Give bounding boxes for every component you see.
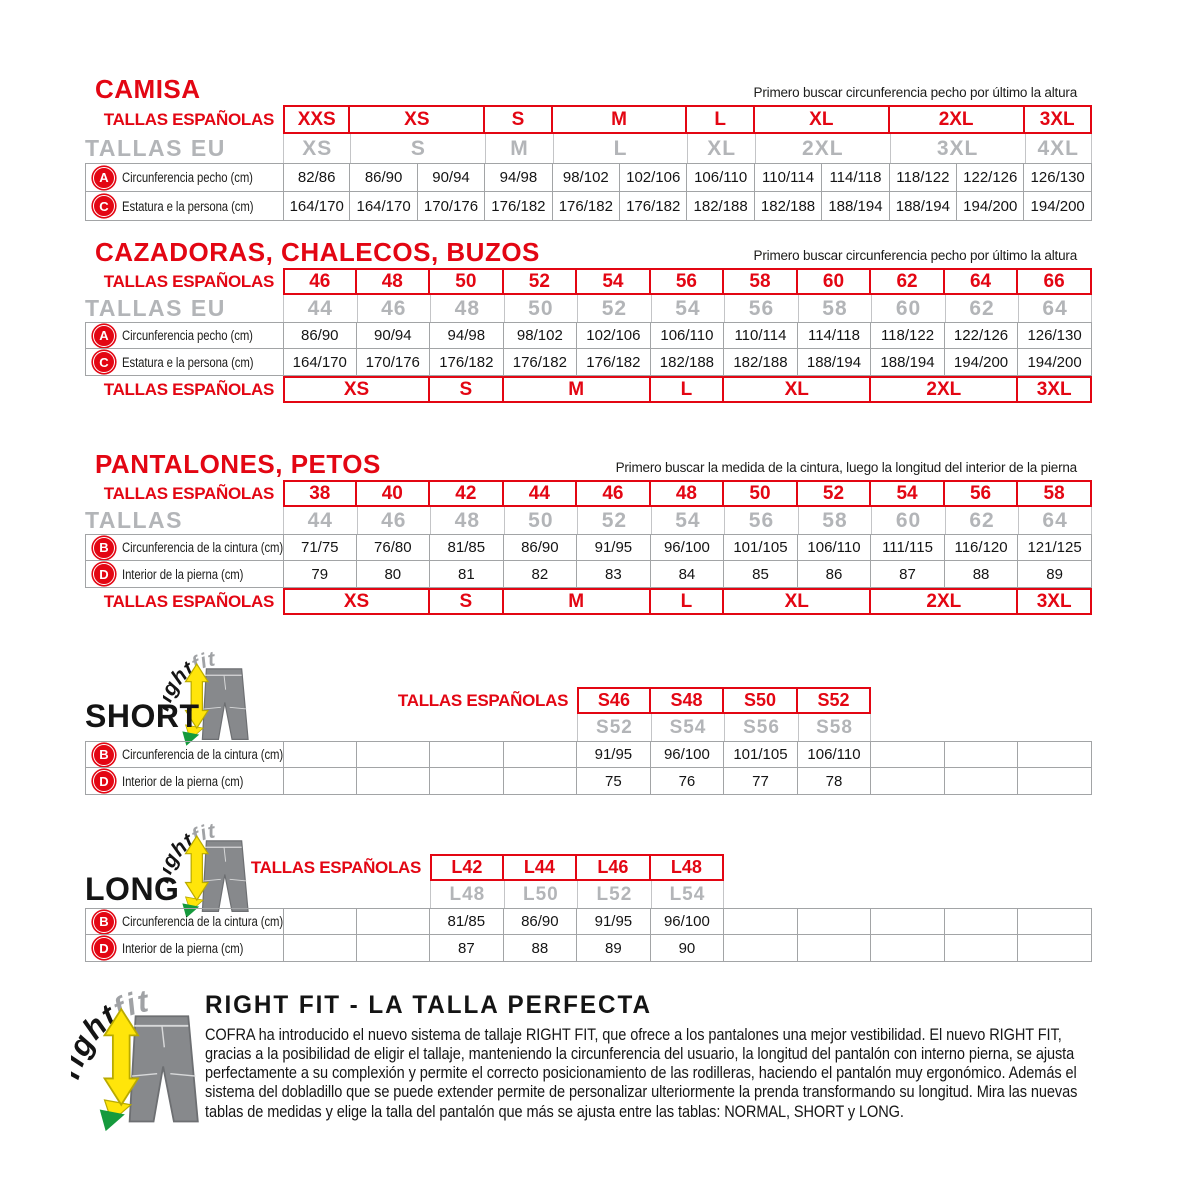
value-cell: 164/170 (283, 349, 357, 376)
measure-row-label (85, 322, 283, 349)
value-cell: 90/94 (357, 322, 431, 349)
eu-size-cell: XS (283, 134, 350, 163)
table-row (85, 376, 1092, 403)
size-header-cell: S48 (651, 687, 725, 714)
measure-label-text: Circunferencia pecho (cm) (122, 328, 253, 343)
rightfit-logo-icon (71, 985, 205, 1136)
size-header-cell: 52 (798, 480, 872, 507)
value-cell: 96/100 (651, 741, 725, 768)
value-cell (1018, 908, 1092, 935)
es-sizes-label: TALLAS ESPAÑOLAS (103, 109, 274, 129)
eu-size-cell: 44 (283, 507, 357, 534)
value-cell: 88 (945, 561, 1019, 588)
value-cell: 188/194 (822, 192, 889, 221)
value-cell (504, 741, 578, 768)
eu-size-cell: XL (687, 134, 754, 163)
value-cell: 164/170 (350, 192, 417, 221)
value-cell: 122/126 (957, 163, 1024, 192)
es-sizes-label: TALLAS ESPAÑOLAS (250, 857, 422, 877)
value-cell: 176/182 (553, 192, 620, 221)
table-row (85, 908, 1092, 935)
eu-size-cell: L52 (577, 881, 651, 908)
value-cell: 96/100 (651, 908, 725, 935)
value-cell: 102/106 (577, 322, 651, 349)
size-header-cell: L42 (430, 854, 504, 881)
value-cell: 106/110 (687, 163, 754, 192)
circle-B-icon: B (93, 537, 115, 559)
value-cell: 106/110 (798, 534, 872, 561)
value-cell: 82 (504, 561, 578, 588)
measure-row-label (85, 163, 283, 192)
value-cell: 106/110 (651, 322, 725, 349)
value-cell: 80 (357, 561, 431, 588)
value-cell: 116/120 (945, 534, 1019, 561)
size-footer-cell: L (651, 376, 725, 403)
value-cell: 188/194 (798, 349, 872, 376)
value-cell: 85 (724, 561, 798, 588)
value-cell: 122/126 (945, 322, 1019, 349)
value-cell (357, 741, 431, 768)
size-header-cell: L (687, 105, 754, 134)
eu-size-cell: 48 (430, 507, 504, 534)
size-header-cell: L48 (651, 854, 725, 881)
value-cell: 94/98 (485, 163, 552, 192)
measure-label-text: Circunferencia pecho (cm) (122, 170, 253, 185)
size-header-cell: 62 (871, 268, 945, 295)
value-cell: 126/130 (1018, 322, 1092, 349)
eu-size-cell: 60 (871, 295, 945, 322)
value-cell: 76/80 (357, 534, 431, 561)
cazadoras-size-table (85, 268, 1092, 403)
value-cell: 79 (283, 561, 357, 588)
eu-size-cell: 50 (504, 295, 578, 322)
value-cell: 194/200 (957, 192, 1024, 221)
table-row (85, 935, 1092, 962)
size-header-cell: XXS (283, 105, 350, 134)
eu-size-cell: S54 (651, 714, 725, 741)
eu-size-cell: L54 (651, 881, 725, 908)
short-heading: SHORT (85, 698, 200, 734)
value-cell (945, 908, 1019, 935)
value-cell (871, 741, 945, 768)
value-cell: 91/95 (577, 534, 651, 561)
size-header-cell: 52 (504, 268, 578, 295)
eu-size-cell: 46 (357, 295, 431, 322)
measure-label-text: Circunferencia de la cintura (cm) (122, 747, 283, 762)
size-header-cell: S52 (798, 687, 872, 714)
value-cell: 94/98 (430, 322, 504, 349)
eu-size-cell: 62 (945, 507, 1019, 534)
value-cell: 82/86 (283, 163, 350, 192)
es-sizes-label: TALLAS ESPAÑOLAS (103, 379, 274, 399)
table-row (85, 768, 1092, 795)
measure-row-label (85, 908, 283, 935)
circle-C-icon: C (93, 351, 115, 373)
rightfit-title: RIGHT FIT - LA TALLA PERFECTA (205, 991, 652, 1019)
eu-size-cell: S (350, 134, 485, 163)
eu-size-cell: 56 (724, 507, 798, 534)
value-cell: 78 (798, 768, 872, 795)
size-header-cell: M (553, 105, 688, 134)
value-cell (724, 908, 798, 935)
camisa-size-table (85, 105, 1092, 221)
value-cell (1018, 768, 1092, 795)
size-header-cell: 54 (871, 480, 945, 507)
measure-row-label (85, 561, 283, 588)
size-header-cell: 44 (504, 480, 578, 507)
eu-size-cell: M (485, 134, 552, 163)
circle-A-icon: A (93, 167, 115, 189)
eu-size-cell: 64 (1018, 507, 1092, 534)
value-cell: 84 (651, 561, 725, 588)
table-row (85, 163, 1092, 192)
cazadoras-note: Primero buscar circunferencia pecho por último la altura (753, 248, 1077, 263)
size-footer-cell: 3XL (1018, 588, 1092, 615)
value-cell: 88 (504, 935, 578, 962)
table-row (85, 588, 1092, 615)
pantalones-title: PANTALONES, PETOS (95, 449, 381, 479)
table-row (85, 561, 1092, 588)
value-cell: 83 (577, 561, 651, 588)
eu-size-cell: 64 (1018, 295, 1092, 322)
eu-size-cell: 56 (724, 295, 798, 322)
size-header-cell: L44 (504, 854, 578, 881)
size-header-cell: 50 (430, 268, 504, 295)
size-header-cell: 2XL (890, 105, 1025, 134)
eu-size-cell: 58 (798, 295, 872, 322)
value-cell: 101/105 (724, 534, 798, 561)
value-cell: 87 (871, 561, 945, 588)
value-cell (430, 741, 504, 768)
rightfit-description: COFRA ha introducido el nuevo sistema de tallaje RIGHT FIT, que ofrece a los pantalones una mejor vestibilidad. El nuevo RIGHT FIT, gracias a la posibilidad de eligir el tallaje, manteniendo la circunferencia del usuario, la longitud del pantalón con interno pierna, se ajusta perfectamente a su complexión y permite el correcto posicionamiento de las rodilleras, haciendo el pantalón muy ergonómico. Además el sistema del dobladillo que se puede extender permite de personalizar ulteriormente la prenda transformando su longitud. Mira las nuevas tablas de medidas y elige la talla del pantalón que más se ajusta entre las tablas: NORMAL, SHORT y LONG. (205, 1026, 1078, 1121)
eu-size-cell: S52 (577, 714, 651, 741)
cazadoras-title: CAZADORAS, CHALECOS, BUZOS (95, 237, 540, 267)
long-section (85, 818, 1092, 962)
size-footer-cell: M (504, 588, 651, 615)
value-cell: 77 (724, 768, 798, 795)
size-header-cell: 58 (1018, 480, 1092, 507)
pantalones-section (85, 450, 1092, 615)
value-cell: 81/85 (430, 534, 504, 561)
value-cell (504, 768, 578, 795)
measure-label-text: Estatura e la persona (cm) (122, 354, 254, 370)
value-cell: 89 (1018, 561, 1092, 588)
eu-size-cell: 44 (283, 295, 357, 322)
value-cell: 176/182 (430, 349, 504, 376)
value-cell: 170/176 (357, 349, 431, 376)
size-footer-cell: 2XL (871, 588, 1018, 615)
value-cell: 98/102 (553, 163, 620, 192)
long-heading: LONG (85, 871, 180, 907)
value-cell: 89 (577, 935, 651, 962)
value-cell: 90/94 (418, 163, 485, 192)
measure-label-text: Interior de la pierna (cm) (122, 940, 244, 956)
size-header-cell: 56 (651, 268, 725, 295)
value-cell (945, 935, 1019, 962)
es-sizes-label: TALLAS ESPAÑOLAS (103, 271, 274, 291)
measure-row-label (85, 741, 283, 768)
circle-C-icon: C (93, 195, 115, 217)
size-header-cell: 38 (283, 480, 357, 507)
spacer-cell (85, 714, 577, 741)
size-header-cell: 54 (577, 268, 651, 295)
size-header-cell: 66 (1018, 268, 1092, 295)
es-sizes-label: TALLAS ESPAÑOLAS (397, 690, 569, 710)
short-section (85, 650, 1092, 795)
measure-label-text: Interior de la pierna (cm) (122, 773, 244, 789)
value-cell: 170/176 (418, 192, 485, 221)
value-cell: 110/114 (724, 322, 798, 349)
size-header-cell: 56 (945, 480, 1019, 507)
long-size-table (85, 854, 1092, 962)
size-header-cell: L46 (577, 854, 651, 881)
value-cell: 87 (430, 935, 504, 962)
size-footer-cell: S (430, 588, 504, 615)
value-cell: 194/200 (945, 349, 1019, 376)
short-size-table (85, 687, 1092, 795)
size-header-cell: 48 (357, 268, 431, 295)
size-header-cell: 3XL (1025, 105, 1092, 134)
eu-size-cell: 58 (798, 507, 872, 534)
eu-size-cell: L48 (430, 881, 504, 908)
table-row (85, 881, 1092, 908)
value-cell (871, 908, 945, 935)
table-row (85, 741, 1092, 768)
circle-D-icon: D (93, 563, 115, 585)
circle-B-icon: B (93, 744, 115, 766)
size-header-cell: 60 (798, 268, 872, 295)
value-cell (357, 908, 431, 935)
value-cell: 118/122 (871, 322, 945, 349)
size-header-cell: 46 (283, 268, 357, 295)
value-cell (871, 768, 945, 795)
size-footer-cell: L (651, 588, 725, 615)
size-footer-cell: 3XL (1018, 376, 1092, 403)
value-cell (945, 741, 1019, 768)
value-cell: 164/170 (283, 192, 350, 221)
pantalones-size-table (85, 480, 1092, 615)
value-cell: 76 (651, 768, 725, 795)
value-cell: 101/105 (724, 741, 798, 768)
spacer-cell (724, 881, 1092, 908)
value-cell (283, 908, 357, 935)
value-cell (724, 935, 798, 962)
value-cell: 86/90 (504, 908, 578, 935)
table-row (85, 534, 1092, 561)
size-header-cell: XS (350, 105, 485, 134)
value-cell (1018, 741, 1092, 768)
value-cell: 182/188 (724, 349, 798, 376)
value-cell: 81 (430, 561, 504, 588)
camisa-section (85, 75, 1092, 221)
value-cell: 188/194 (890, 192, 957, 221)
eu-size-cell: 50 (504, 507, 578, 534)
size-header-cell: 48 (651, 480, 725, 507)
value-cell: 182/188 (651, 349, 725, 376)
cazadoras-section (85, 238, 1092, 403)
circle-D-icon: D (93, 937, 115, 959)
eu-size-cell: L (553, 134, 688, 163)
eu-size-cell: 54 (651, 507, 725, 534)
value-cell: 194/200 (1024, 192, 1091, 221)
value-cell: 102/106 (620, 163, 687, 192)
size-header-cell: 64 (945, 268, 1019, 295)
eu-size-cell: 3XL (890, 134, 1025, 163)
table-row (85, 295, 1092, 322)
value-cell: 91/95 (577, 908, 651, 935)
table-row (85, 349, 1092, 376)
table-row (85, 480, 1092, 507)
size-header-cell: S50 (724, 687, 798, 714)
value-cell: 121/125 (1018, 534, 1092, 561)
size-header-cell: 42 (430, 480, 504, 507)
measure-row-label (85, 349, 283, 376)
rightfit-section (85, 983, 1135, 1122)
size-footer-cell: XL (724, 588, 871, 615)
measure-row-label (85, 935, 283, 962)
eu-size-cell: 52 (577, 507, 651, 534)
size-header-cell: 46 (577, 480, 651, 507)
size-footer-cell: 2XL (871, 376, 1018, 403)
value-cell: 90 (651, 935, 725, 962)
value-cell (945, 768, 1019, 795)
eu-size-cell: S58 (798, 714, 872, 741)
value-cell: 176/182 (504, 349, 578, 376)
value-cell: 182/188 (687, 192, 754, 221)
size-header-cell: 40 (357, 480, 431, 507)
value-cell: 176/182 (577, 349, 651, 376)
eu-size-cell: S56 (724, 714, 798, 741)
eu-sizes-label: TALLAS EU (85, 295, 226, 321)
size-header-cell: S (485, 105, 552, 134)
value-cell: 75 (577, 768, 651, 795)
size-header-cell: S46 (577, 687, 651, 714)
value-cell: 188/194 (871, 349, 945, 376)
eu-size-cell: 62 (945, 295, 1019, 322)
measure-row-label (85, 534, 283, 561)
value-cell: 176/182 (485, 192, 552, 221)
eu-size-cell: L50 (504, 881, 578, 908)
value-cell: 106/110 (798, 741, 872, 768)
size-footer-cell: XS (283, 588, 430, 615)
spacer-cell (871, 687, 1092, 714)
circle-D-icon: D (93, 770, 115, 792)
value-cell: 110/114 (755, 163, 822, 192)
table-row (85, 268, 1092, 295)
value-cell (1018, 935, 1092, 962)
spacer-cell (85, 881, 430, 908)
table-row (85, 507, 1092, 534)
value-cell: 86/90 (350, 163, 417, 192)
size-footer-cell: S (430, 376, 504, 403)
table-row (85, 687, 1092, 714)
value-cell: 86/90 (504, 534, 578, 561)
size-header-cell: 50 (724, 480, 798, 507)
table-row (85, 322, 1092, 349)
measure-label-text: Circunferencia de la cintura (cm) (122, 914, 283, 929)
value-cell (357, 935, 431, 962)
value-cell: 194/200 (1018, 349, 1092, 376)
size-footer-cell: XS (283, 376, 430, 403)
value-cell: 91/95 (577, 741, 651, 768)
es-sizes-label: TALLAS ESPAÑOLAS (103, 483, 274, 503)
pantalones-note: Primero buscar la medida de la cintura, luego la longitud del interior de la pierna (615, 460, 1077, 475)
circle-B-icon: B (93, 911, 115, 933)
table-row (85, 134, 1092, 163)
table-row (85, 854, 1092, 881)
eu-sizes-label: TALLAS EU (85, 135, 226, 161)
value-cell: 114/118 (822, 163, 889, 192)
camisa-title: CAMISA (95, 74, 201, 104)
eu-sizes-label: TALLAS (85, 507, 184, 533)
eu-size-cell: 54 (651, 295, 725, 322)
eu-size-cell: 48 (430, 295, 504, 322)
pantalones-header (85, 450, 1092, 477)
value-cell: 118/122 (890, 163, 957, 192)
circle-A-icon: A (93, 325, 115, 347)
value-cell: 126/130 (1024, 163, 1091, 192)
value-cell: 86/90 (283, 322, 357, 349)
es-sizes-label: TALLAS ESPAÑOLAS (103, 591, 274, 611)
value-cell: 111/115 (871, 534, 945, 561)
measure-label-text: Circunferencia de la cintura (cm) (122, 540, 283, 555)
value-cell (871, 935, 945, 962)
value-cell (798, 935, 872, 962)
value-cell: 114/118 (798, 322, 872, 349)
eu-size-cell: 46 (357, 507, 431, 534)
value-cell: 86 (798, 561, 872, 588)
eu-size-cell: 4XL (1025, 134, 1092, 163)
eu-size-cell: 52 (577, 295, 651, 322)
eu-size-cell: 60 (871, 507, 945, 534)
measure-row-label (85, 768, 283, 795)
spacer-cell (871, 714, 1092, 741)
value-cell (357, 768, 431, 795)
value-cell: 176/182 (620, 192, 687, 221)
value-cell (798, 908, 872, 935)
value-cell (430, 768, 504, 795)
value-cell: 71/75 (283, 534, 357, 561)
table-row (85, 192, 1092, 221)
eu-size-cell: 2XL (755, 134, 890, 163)
value-cell: 81/85 (430, 908, 504, 935)
size-footer-cell: XL (724, 376, 871, 403)
value-cell (283, 768, 357, 795)
value-cell: 98/102 (504, 322, 578, 349)
value-cell (283, 935, 357, 962)
spacer-cell (724, 854, 1092, 881)
value-cell: 96/100 (651, 534, 725, 561)
table-row (85, 714, 1092, 741)
size-footer-cell: M (504, 376, 651, 403)
measure-row-label (85, 192, 283, 221)
value-cell: 182/188 (755, 192, 822, 221)
value-cell (283, 741, 357, 768)
camisa-header (85, 75, 1092, 102)
size-header-cell: XL (755, 105, 890, 134)
cazadoras-header (85, 238, 1092, 265)
table-row (85, 105, 1092, 134)
size-header-cell: 58 (724, 268, 798, 295)
camisa-note: Primero buscar circunferencia pecho por último la altura (753, 85, 1077, 100)
measure-label-text: Estatura e la persona (cm) (122, 198, 254, 214)
measure-label-text: Interior de la pierna (cm) (122, 566, 244, 582)
